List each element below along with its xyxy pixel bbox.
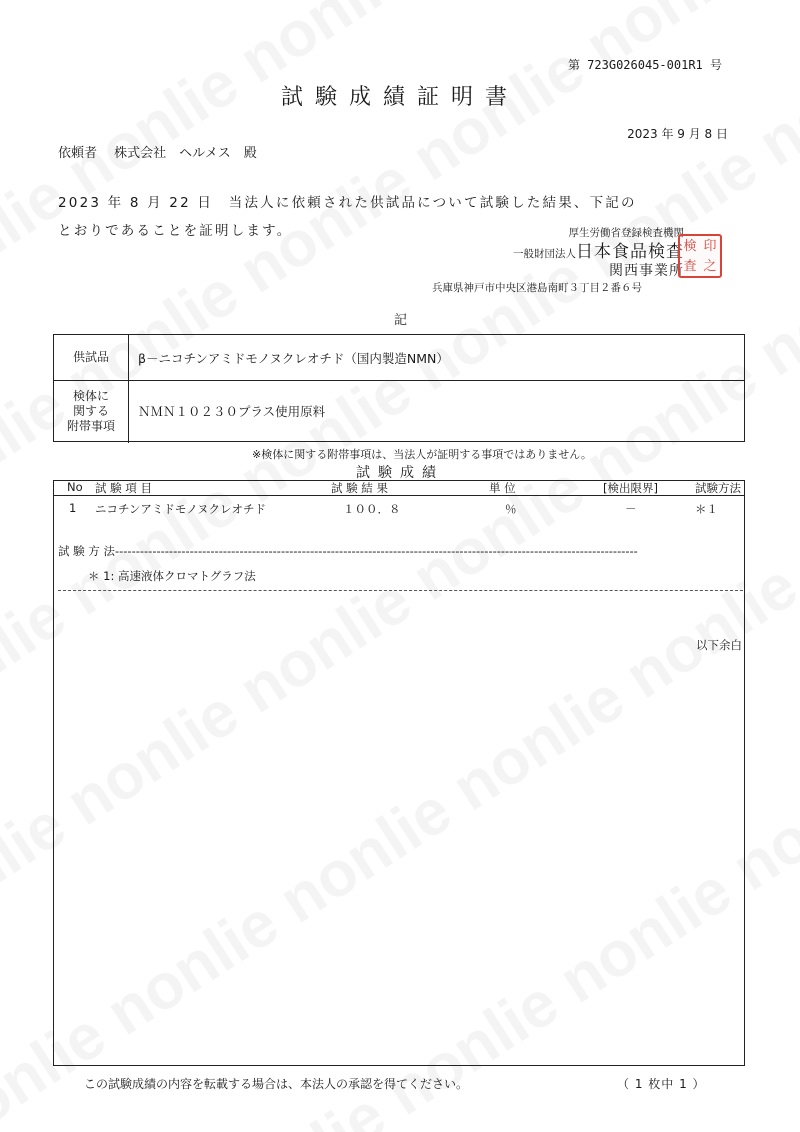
lab-address: 兵庫県神戸市中央区港島南町３丁目２番６号 — [432, 282, 642, 294]
attached-label: 検体に 関する 附帯事項 — [54, 380, 129, 443]
attached-row — [54, 380, 744, 443]
cell-item: ニコチンアミドモノヌクレオチド — [95, 502, 267, 516]
sample-label: 供試品 — [54, 335, 129, 380]
document-number: 第 723G026045-001R1 号 — [567, 58, 722, 72]
page-title: 試験成績証明書 — [280, 85, 519, 110]
sample-info-table — [53, 334, 745, 442]
header-result: 試 験 結 果 — [331, 481, 388, 495]
cell-unit: ％ — [505, 502, 517, 516]
table-row — [53, 501, 744, 519]
seal-char: 査 — [683, 258, 697, 274]
method-dashes: ------------------------------------------------------------------------------------------------------------------------------ — [114, 544, 638, 558]
method-label: 試 験 方 法 — [58, 544, 115, 558]
lab-corp — [513, 237, 684, 262]
page-count: （ 1 枚中 1 ） — [617, 1077, 706, 1091]
ki-heading: 記 — [394, 313, 408, 328]
cell-method: ＊１ — [695, 502, 718, 516]
header-unit: 単 位 — [489, 481, 516, 495]
seal-char: 検 — [683, 238, 697, 254]
cell-no: 1 — [69, 501, 77, 515]
cell-result: １００．８ — [343, 502, 401, 516]
header-method: 試験方法 — [695, 481, 741, 495]
sample-row — [54, 335, 744, 381]
results-header — [53, 481, 744, 496]
lab-branch: 関西事業所 — [609, 263, 684, 279]
header-item: 試 験 項 目 — [95, 481, 152, 495]
statement-line: 2023 年 8 月 22 日 当法人に依頼された供試品について試験した結果、下記の — [58, 195, 637, 211]
attached-value: ＮＭＮ１０２３０プラス使用原料 — [138, 404, 326, 419]
sample-value: β－ニコチンアミドモノヌクレオチド（国内製造NMN） — [138, 351, 449, 366]
red-seal-stamp — [678, 234, 722, 278]
seal-char: 印 — [703, 238, 717, 254]
header-no: No — [67, 480, 83, 494]
cell-limit: － — [625, 502, 637, 516]
end-mark: 以下余白 — [696, 638, 742, 652]
header-limit: [検出限界] — [603, 481, 658, 495]
lab-registration: 厚生労働省登録検査機関 — [568, 227, 684, 239]
lab-corp-type: 一般財団法人 — [513, 248, 576, 260]
statement-line: とおりであることを証明します。 — [58, 223, 293, 239]
method-section — [58, 543, 743, 559]
attached-note: ※検体に関する附帯事項は、当法人が証明する事項ではありません。 — [252, 448, 592, 461]
requester: 依頼者 株式会社 ヘルメス 殿 — [58, 146, 257, 161]
seal-char: 之 — [703, 258, 717, 274]
method-note: ＊ 1: 高速液体クロマトグラフ法 — [88, 569, 256, 583]
results-title: 試験成績 — [356, 465, 444, 481]
lab-name: 日本食品検査 — [576, 242, 684, 262]
issue-date: 2023 年 9 月 8 日 — [627, 127, 728, 141]
reprint-note: この試験成績の内容を転載する場合は、本法人の承認を得てください。 — [84, 1077, 469, 1091]
dashed-divider — [58, 590, 743, 591]
